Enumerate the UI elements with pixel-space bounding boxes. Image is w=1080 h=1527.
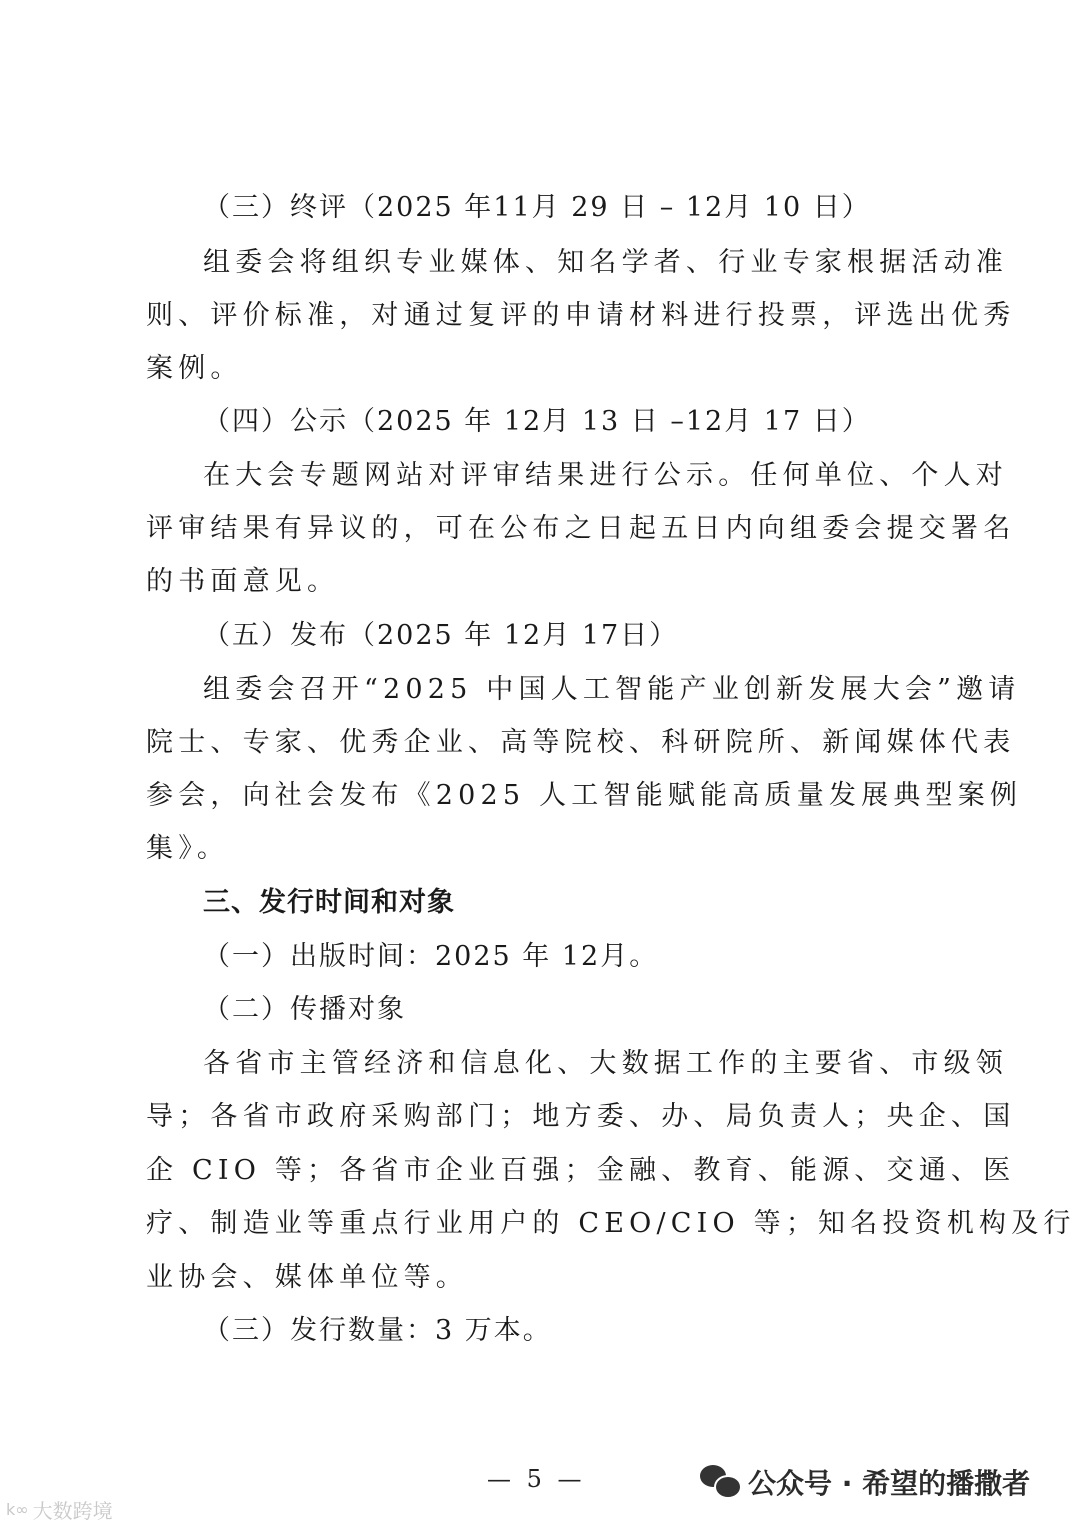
- publicity-body-1: 在大会专题网站对评审结果进行公示。任何单位、个人对: [203, 460, 1008, 491]
- watermark-right: [700, 1462, 1030, 1502]
- audience-body-2: 导；各省市政府采购部门；地方委、办、局负责人；央企、国: [146, 1101, 1016, 1132]
- final-review-title: （三）终评（2025 年11月 29 日 – 12月 10 日）: [203, 192, 871, 223]
- audience-body-1: 各省市主管经济和信息化、大数据工作的主要省、市级领: [203, 1048, 1008, 1079]
- release-body-2: 院士、专家、优秀企业、高等院校、科研院所、新闻媒体代表: [146, 727, 1016, 758]
- audience-body-4: 疗、制造业等重点行业用户的 CEO/CIO 等；知名投资机构及行: [146, 1208, 1076, 1239]
- brand-logo-icon: k∞: [6, 1500, 29, 1519]
- release-body-1: 组委会召开“2025 中国人工智能产业创新发展大会”邀请: [203, 674, 1021, 705]
- audience-title: （二）传播对象: [203, 994, 406, 1025]
- publicity-title: （四）公示（2025 年 12月 13 日 –12月 17 日）: [203, 406, 871, 437]
- watermark-left-text: 大数跨境: [32, 1499, 113, 1523]
- audience-body-5: 业协会、媒体单位等。: [146, 1262, 468, 1293]
- issue-quantity: （三）发行数量：3 万本。: [203, 1315, 552, 1346]
- wechat-icon: [700, 1465, 740, 1499]
- publish-time: （一）出版时间：2025 年 12月。: [203, 941, 659, 972]
- final-review-body-1: 组委会将组织专业媒体、知名学者、行业专家根据活动准: [203, 247, 1008, 278]
- audience-body-3: 企 CIO 等；各省市企业百强；金融、教育、能源、交通、医: [146, 1155, 1016, 1186]
- release-body-4: 集》。: [146, 833, 230, 864]
- page-number: — 5 —: [487, 1465, 586, 1493]
- section-three-heading: 三、发行时间和对象: [203, 887, 455, 918]
- publicity-body-2: 评审结果有异议的，可在公布之日起五日内向组委会提交署名: [146, 513, 1016, 544]
- release-title: （五）发布（2025 年 12月 17日）: [203, 620, 679, 651]
- final-review-body-2: 则、评价标准，对通过复评的申请材料进行投票，评选出优秀: [146, 300, 1016, 331]
- publicity-body-3: 的书面意见。: [146, 566, 340, 597]
- watermark-right-text: 公众号 · 希望的播撒者: [748, 1467, 1031, 1500]
- release-body-3: 参会，向社会发布《2025 人工智能赋能高质量发展典型案例: [146, 780, 1023, 811]
- watermark-left: [6, 1495, 113, 1524]
- final-review-body-3: 案例。: [146, 353, 243, 384]
